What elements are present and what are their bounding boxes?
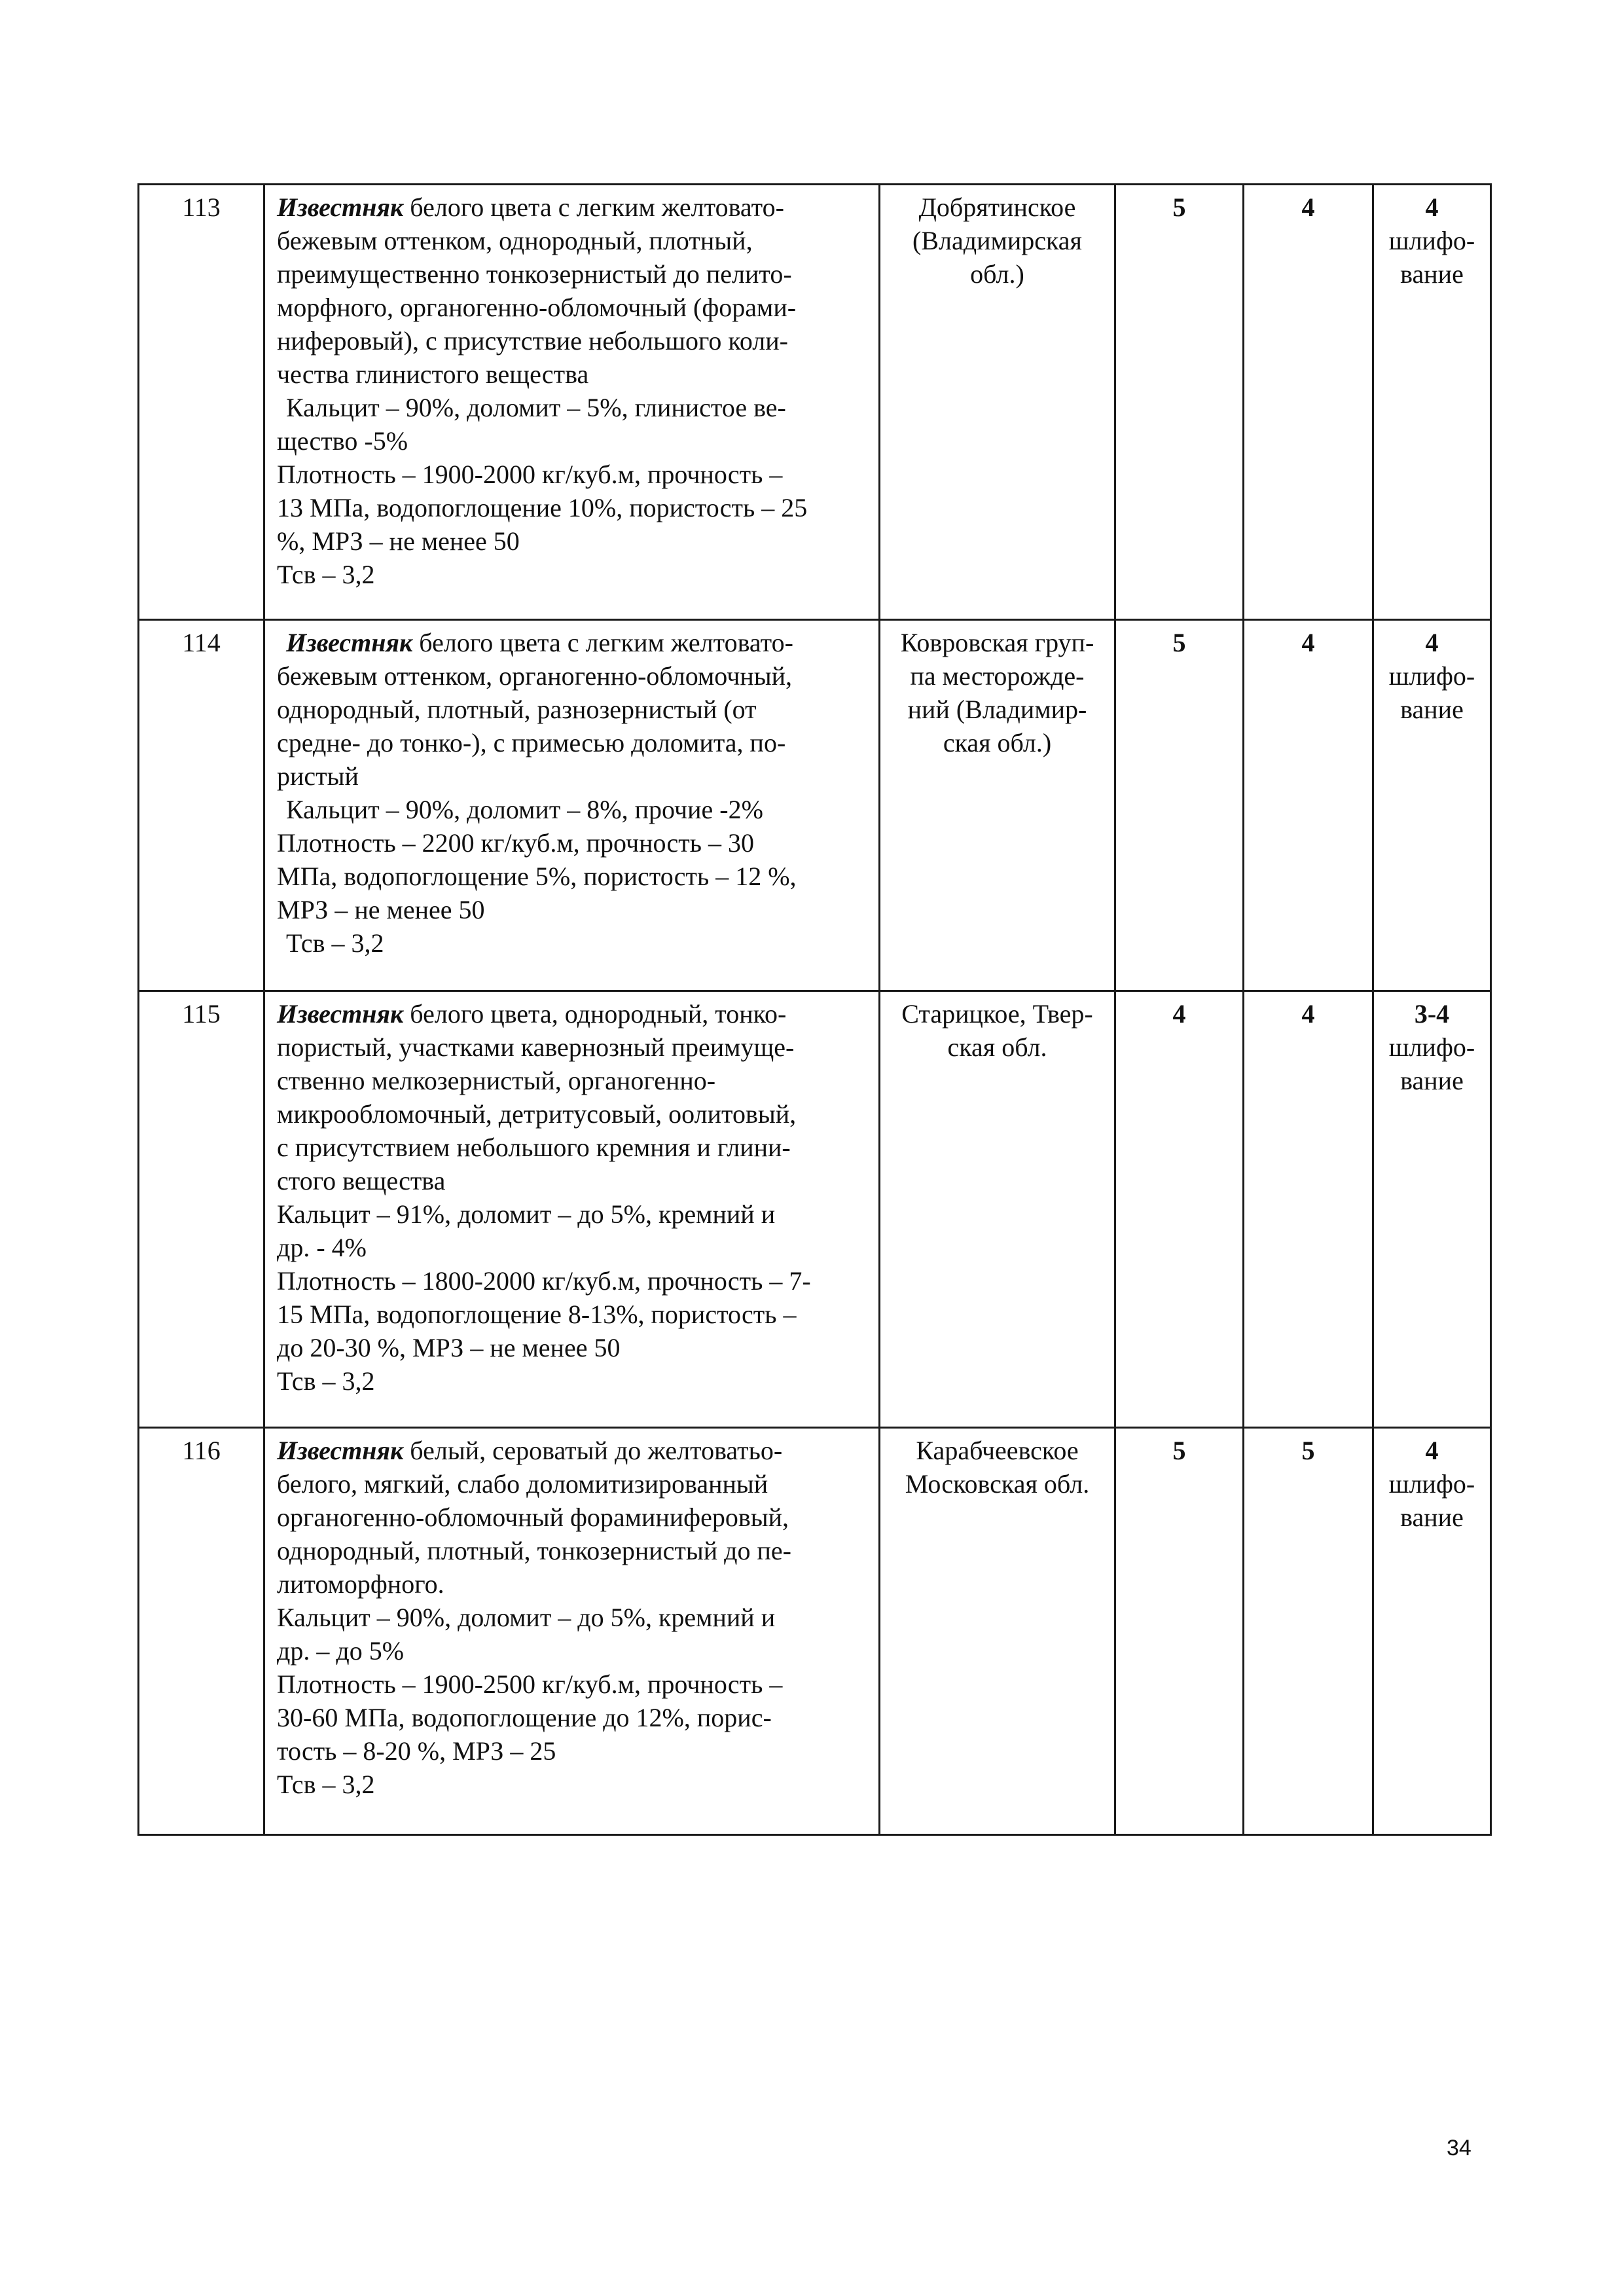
description-line: ниферовый), с присутствие небольшого коли-	[277, 326, 788, 355]
description-line: однородный, плотный, разнозернистый (от	[277, 695, 757, 724]
treatment-line: шлифо-	[1388, 661, 1475, 691]
location-line: ний (Владимир-	[907, 695, 1087, 724]
properties-line: Плотность – 2200 кг/куб.м, прочность – 30	[277, 828, 755, 858]
location-line: Карабчеевское	[916, 1436, 1079, 1465]
properties-line: Плотность – 1900-2000 кг/куб.м, прочность –	[277, 460, 783, 489]
composition-line: Кальцит – 90%, доломит – до 5%, кремний и	[277, 1603, 776, 1632]
treatment-line: вание	[1400, 259, 1464, 289]
location-line: обл.)	[970, 259, 1024, 289]
description-line: стого вещества	[277, 1166, 446, 1195]
grade-2: 4	[1244, 185, 1373, 620]
row-number: 114	[139, 620, 264, 991]
composition-line: др. – до 5%	[277, 1636, 405, 1666]
tsv-line: Тсв – 3,2	[286, 928, 384, 958]
description-line: чества глинистого вещества	[277, 359, 589, 389]
grade-1: 5	[1115, 620, 1244, 991]
properties-line: 13 МПа, водопоглощение 10%, пористость – 25	[277, 493, 808, 522]
description-line: белого цвета с легким желтовато-	[403, 192, 784, 222]
description-line: белого, мягкий, слабо доломитизированный	[277, 1469, 768, 1499]
description-line: белый, сероватый до желтоватьо-	[403, 1436, 783, 1465]
stone-name: Известняк	[277, 1436, 404, 1465]
description-line: ристый	[277, 761, 359, 791]
description-line: преимущественно тонкозернистый до пелито-	[277, 259, 792, 289]
description-line: пористый, участками кавернозный преимуще-	[277, 1032, 795, 1062]
location-line: ская обл.)	[943, 728, 1052, 757]
table-row	[139, 1428, 1491, 1835]
row-number: 116	[139, 1428, 264, 1835]
page-number: 34	[1447, 2136, 1471, 2160]
composition-line: Кальцит – 90%, доломит – 5%, глинистое ве-	[286, 393, 786, 422]
description-line: белого цвета, однородный, тонко-	[403, 999, 787, 1029]
tsv-line: Тсв – 3,2	[277, 1366, 375, 1396]
grade-1: 5	[1115, 185, 1244, 620]
table-row	[139, 185, 1491, 620]
location-line: па месторожде-	[910, 661, 1085, 691]
grade-2: 5	[1244, 1428, 1373, 1835]
composition-line: др. - 4%	[277, 1233, 367, 1262]
stone-description	[264, 1428, 880, 1835]
tsv-line: Тсв – 3,2	[277, 1770, 375, 1799]
treatment-cell	[1373, 185, 1491, 620]
location-line: Ковровская груп-	[900, 628, 1094, 657]
deposit-location	[880, 991, 1115, 1428]
description-line: однородный, плотный, тонкозернистый до пе-	[277, 1536, 791, 1565]
treatment-cell	[1373, 620, 1491, 991]
treatment-grade: 4	[1425, 628, 1439, 657]
stone-name: Известняк	[277, 999, 404, 1029]
stone-name: Известняк	[286, 628, 413, 657]
description-line: средне- до тонко-), с примесью доломита, по-	[277, 728, 786, 757]
description-line: с присутствием небольшого кремния и глини-	[277, 1133, 791, 1162]
grade-2: 4	[1244, 620, 1373, 991]
properties-line: Плотность – 1900-2500 кг/куб.м, прочность –	[277, 1669, 783, 1699]
description-line: литоморфного.	[277, 1569, 444, 1599]
properties-line: 15 МПа, водопоглощение 8-13%, пористость –	[277, 1300, 797, 1329]
description-line: микрообломочный, детритусовый, оолитовый,	[277, 1099, 797, 1129]
deposit-location	[880, 185, 1115, 620]
deposit-location	[880, 620, 1115, 991]
table-row	[139, 991, 1491, 1428]
tsv-line: Тсв – 3,2	[277, 560, 375, 589]
treatment-grade: 3-4	[1414, 999, 1450, 1029]
treatment-grade: 4	[1425, 1436, 1439, 1465]
grade-1: 5	[1115, 1428, 1244, 1835]
description-line: белого цвета с легким желтовато-	[412, 628, 793, 657]
properties-line: МРЗ – не менее 50	[277, 895, 485, 924]
properties-line: Плотность – 1800-2000 кг/куб.м, прочность – 7-	[277, 1266, 811, 1296]
composition-line: Кальцит – 90%, доломит – 8%, прочие -2%	[286, 795, 763, 824]
row-number: 113	[139, 185, 264, 620]
stone-description	[264, 185, 880, 620]
description-line: бежевым оттенком, органогенно-обломочный,	[277, 661, 793, 691]
location-line: Старицкое, Твер-	[901, 999, 1093, 1029]
location-line: Добрятинское	[918, 192, 1076, 222]
location-line: Московская обл.	[905, 1469, 1090, 1499]
treatment-line: вание	[1400, 1066, 1464, 1095]
row-number: 115	[139, 991, 264, 1428]
treatment-cell	[1373, 1428, 1491, 1835]
description-line: органогенно-обломочный фораминиферовый,	[277, 1503, 789, 1532]
properties-line: тость – 8-20 %, МРЗ – 25	[277, 1736, 556, 1766]
properties-line: 30-60 МПа, водопоглощение до 12%, порис-	[277, 1703, 772, 1732]
table-row	[139, 620, 1491, 991]
grade-2: 4	[1244, 991, 1373, 1428]
treatment-line: вание	[1400, 1503, 1464, 1532]
location-line: ская обл.	[947, 1032, 1047, 1062]
grade-1: 4	[1115, 991, 1244, 1428]
treatment-line: вание	[1400, 695, 1464, 724]
description-line: морфного, органогенно-обломочный (форами-	[277, 293, 797, 322]
stone-description	[264, 991, 880, 1428]
stone-table	[137, 183, 1492, 1836]
treatment-grade: 4	[1425, 192, 1439, 222]
description-line: ственно мелкозернистый, органогенно-	[277, 1066, 716, 1095]
treatment-cell	[1373, 991, 1491, 1428]
properties-line: до 20-30 %, МРЗ – не менее 50	[277, 1333, 621, 1362]
properties-line: МПа, водопоглощение 5%, пористость – 12 %,	[277, 862, 797, 891]
composition-line: Кальцит – 91%, доломит – до 5%, кремний и	[277, 1199, 776, 1229]
stone-description	[264, 620, 880, 991]
description-line: бежевым оттенком, однородный, плотный,	[277, 226, 753, 255]
treatment-line: шлифо-	[1388, 226, 1475, 255]
deposit-location	[880, 1428, 1115, 1835]
properties-line: %, МРЗ – не менее 50	[277, 526, 520, 556]
treatment-line: шлифо-	[1388, 1469, 1475, 1499]
location-line: (Владимирская	[912, 226, 1082, 255]
treatment-line: шлифо-	[1388, 1032, 1475, 1062]
composition-line: щество -5%	[277, 426, 408, 456]
stone-name: Известняк	[277, 192, 404, 222]
